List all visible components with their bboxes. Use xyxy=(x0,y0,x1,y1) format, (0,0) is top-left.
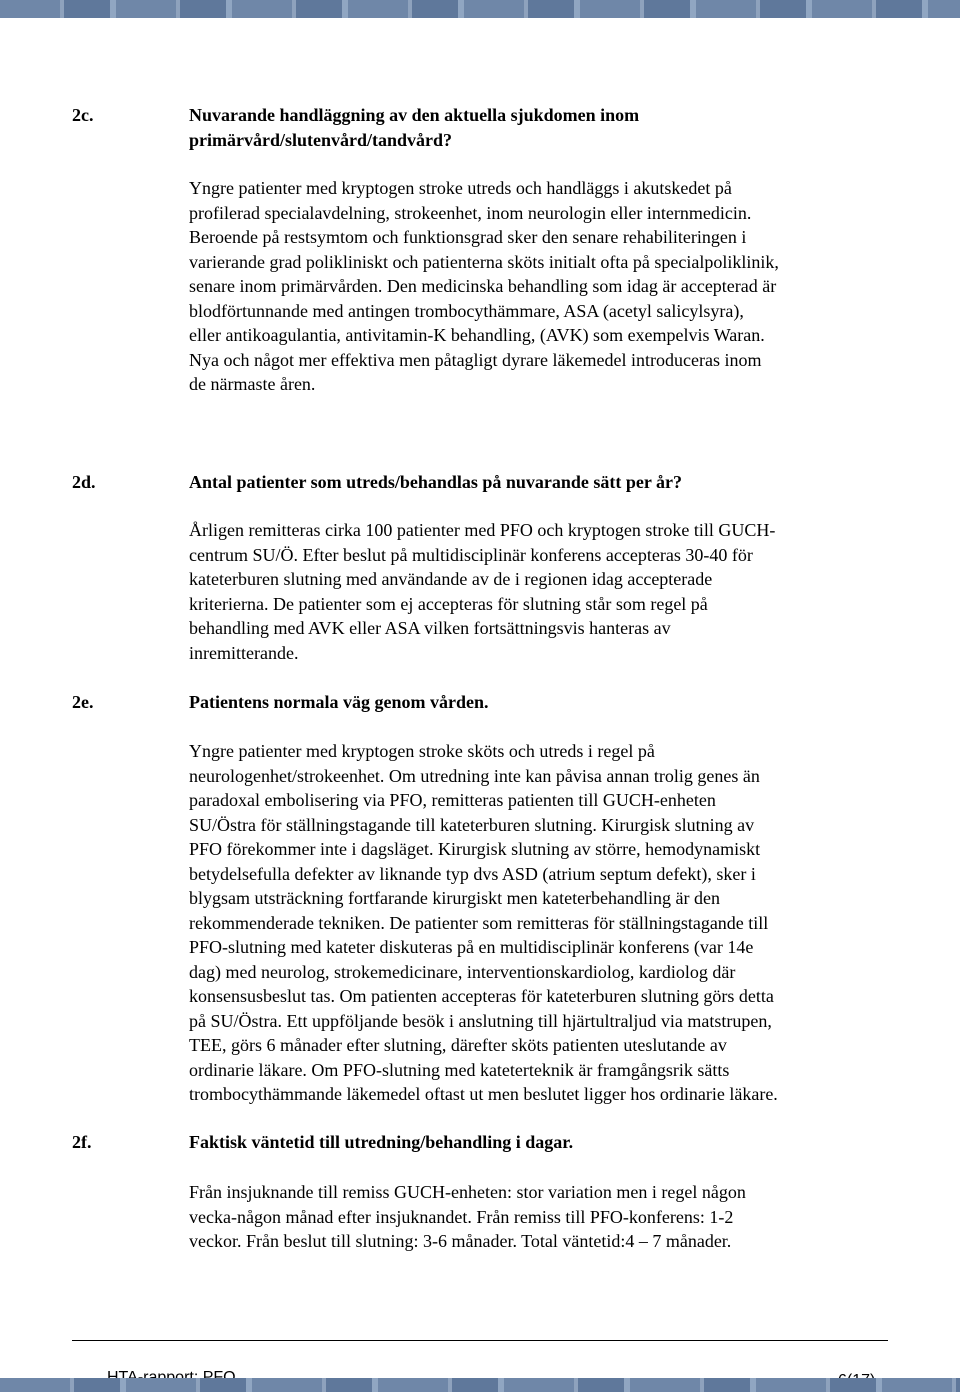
body-line: ordinarie läkare. Om PFO-slutning med kateterteknik är framgångsrik sätts xyxy=(189,1059,730,1080)
body-line: profilerad specialavdelning, strokeenhet, inom neurologin eller internmedicin. xyxy=(189,202,752,223)
body-line: kateterburen slutning med användande av de i regionen idag accepterade xyxy=(189,569,713,589)
body-line: Från insjuknande till remiss GUCH-enheten: stor variation men i regel någon xyxy=(189,1182,746,1202)
section-number: 2c. xyxy=(72,105,94,125)
body-line: betydelsefulla defekter av liknande typ dvs ASD (atrium septum defekt), sker i xyxy=(189,863,756,884)
footer-divider xyxy=(72,1340,888,1341)
body-line: trombocythämmande läkemedel oftast ut men beslutet ligger hos ordinarie läkare. xyxy=(189,1084,778,1104)
body-line: inremitterande. xyxy=(189,642,299,663)
body-line: rekommenderade tekniken. De patienter som remitteras för ställningstagande till xyxy=(189,912,769,933)
body-line: paradoxal embolisering via PFO, remitteras patienten till GUCH-enheten xyxy=(189,790,716,810)
body-line: PFO förekommer inte i dagsläget. Kirurgisk slutning av större, hemodynamiskt xyxy=(189,839,761,859)
header-decorative-bar xyxy=(0,0,960,18)
body-line: eller antikoagulantia, antivitamin-K behandling, (AVK) som exempelvis Waran. xyxy=(189,325,765,345)
section-number: 2e. xyxy=(72,692,94,712)
section-number: 2d. xyxy=(72,472,96,492)
footer-decorative-bar xyxy=(0,1378,960,1392)
body-line: konsensusbeslut tas. Om patienten accepteras för kateterburen slutning görs detta xyxy=(189,986,774,1006)
body-line: dag) med neurolog, strokemedicinare, interventionskardiolog, kardiolog där xyxy=(189,961,736,982)
body-line: PFO-slutning med kateter diskuteras på en multidisciplinär konferens (var 14e xyxy=(189,937,754,957)
section-body xyxy=(189,518,889,665)
body-line: neurologenhet/strokeenhet. Om utredning inte kan påvisa annan trolig genes än xyxy=(189,765,760,786)
section-body xyxy=(189,1180,889,1254)
heading-line: primärvård/slutenvård/tandvård? xyxy=(189,129,453,150)
section-heading xyxy=(189,103,889,152)
section-heading: Faktisk väntetid till utredning/behandling i dagar. xyxy=(189,1132,574,1152)
body-line: veckor. Från beslut till slutning: 3-6 månader. Total väntetid:4 – 7 månader. xyxy=(189,1231,732,1251)
heading-line: Nuvarande handläggning av den aktuella sjukdomen inom xyxy=(189,105,640,125)
section-number: 2f. xyxy=(72,1132,92,1152)
body-line: Årligen remitteras cirka 100 patienter med PFO och kryptogen stroke till GUCH- xyxy=(189,520,776,540)
section-body xyxy=(189,739,889,1107)
body-line: Nya och något mer effektiva men påtagligt dyrare läkemedel introduceras inom xyxy=(189,349,762,370)
body-line: blodförtunnande med antingen trombocythämmare, ASA (acetyl salicylsyra), xyxy=(189,300,744,321)
body-line: behandling med AVK eller ASA vilken fortsättningsvis hanteras av xyxy=(189,618,671,638)
body-line: Yngre patienter med kryptogen stroke utreds och handläggs i akutskedet på xyxy=(189,178,732,198)
section-heading: Antal patienter som utreds/behandlas på nuvarande sätt per år? xyxy=(189,472,683,492)
body-line: centrum SU/Ö. Efter beslut på multidisciplinär konferens accepteras 30-40 för xyxy=(189,544,753,565)
body-line: på SU/Östra. Ett uppföljande besök i anslutning till hjärtultraljud via matstrupen, xyxy=(189,1010,772,1031)
section-body xyxy=(189,176,889,397)
body-line: Yngre patienter med kryptogen stroke sköts och utreds i regel på xyxy=(189,741,655,761)
body-line: TEE, görs 6 månader efter slutning, därefter sköts patienten uteslutande av xyxy=(189,1035,727,1055)
body-line: SU/Östra för ställningstagande till kateterburen slutning. Kirurgisk slutning av xyxy=(189,814,755,835)
body-line: Beroende på restsymtom och funktionsgrad sker den senare rehabiliteringen i xyxy=(189,227,747,247)
body-line: vecka-någon månad efter insjuknandet. Från remiss till PFO-konferens: 1-2 xyxy=(189,1206,734,1227)
body-line: blygsam utsträckning fortfarande kirurgiskt men kateterbehandling är den xyxy=(189,888,720,908)
body-line: de närmaste åren. xyxy=(189,374,316,394)
body-line: senare inom primärvården. Den medicinska behandling som idag är accepterad är xyxy=(189,276,777,296)
body-line: varierande grad polikliniskt och patienterna sköts initialt ofta på specialpoliklinik, xyxy=(189,251,779,272)
body-line: kriterierna. De patienter som ej accepteras för slutning står som regel på xyxy=(189,593,708,614)
section-heading: Patientens normala väg genom vården. xyxy=(189,692,489,712)
